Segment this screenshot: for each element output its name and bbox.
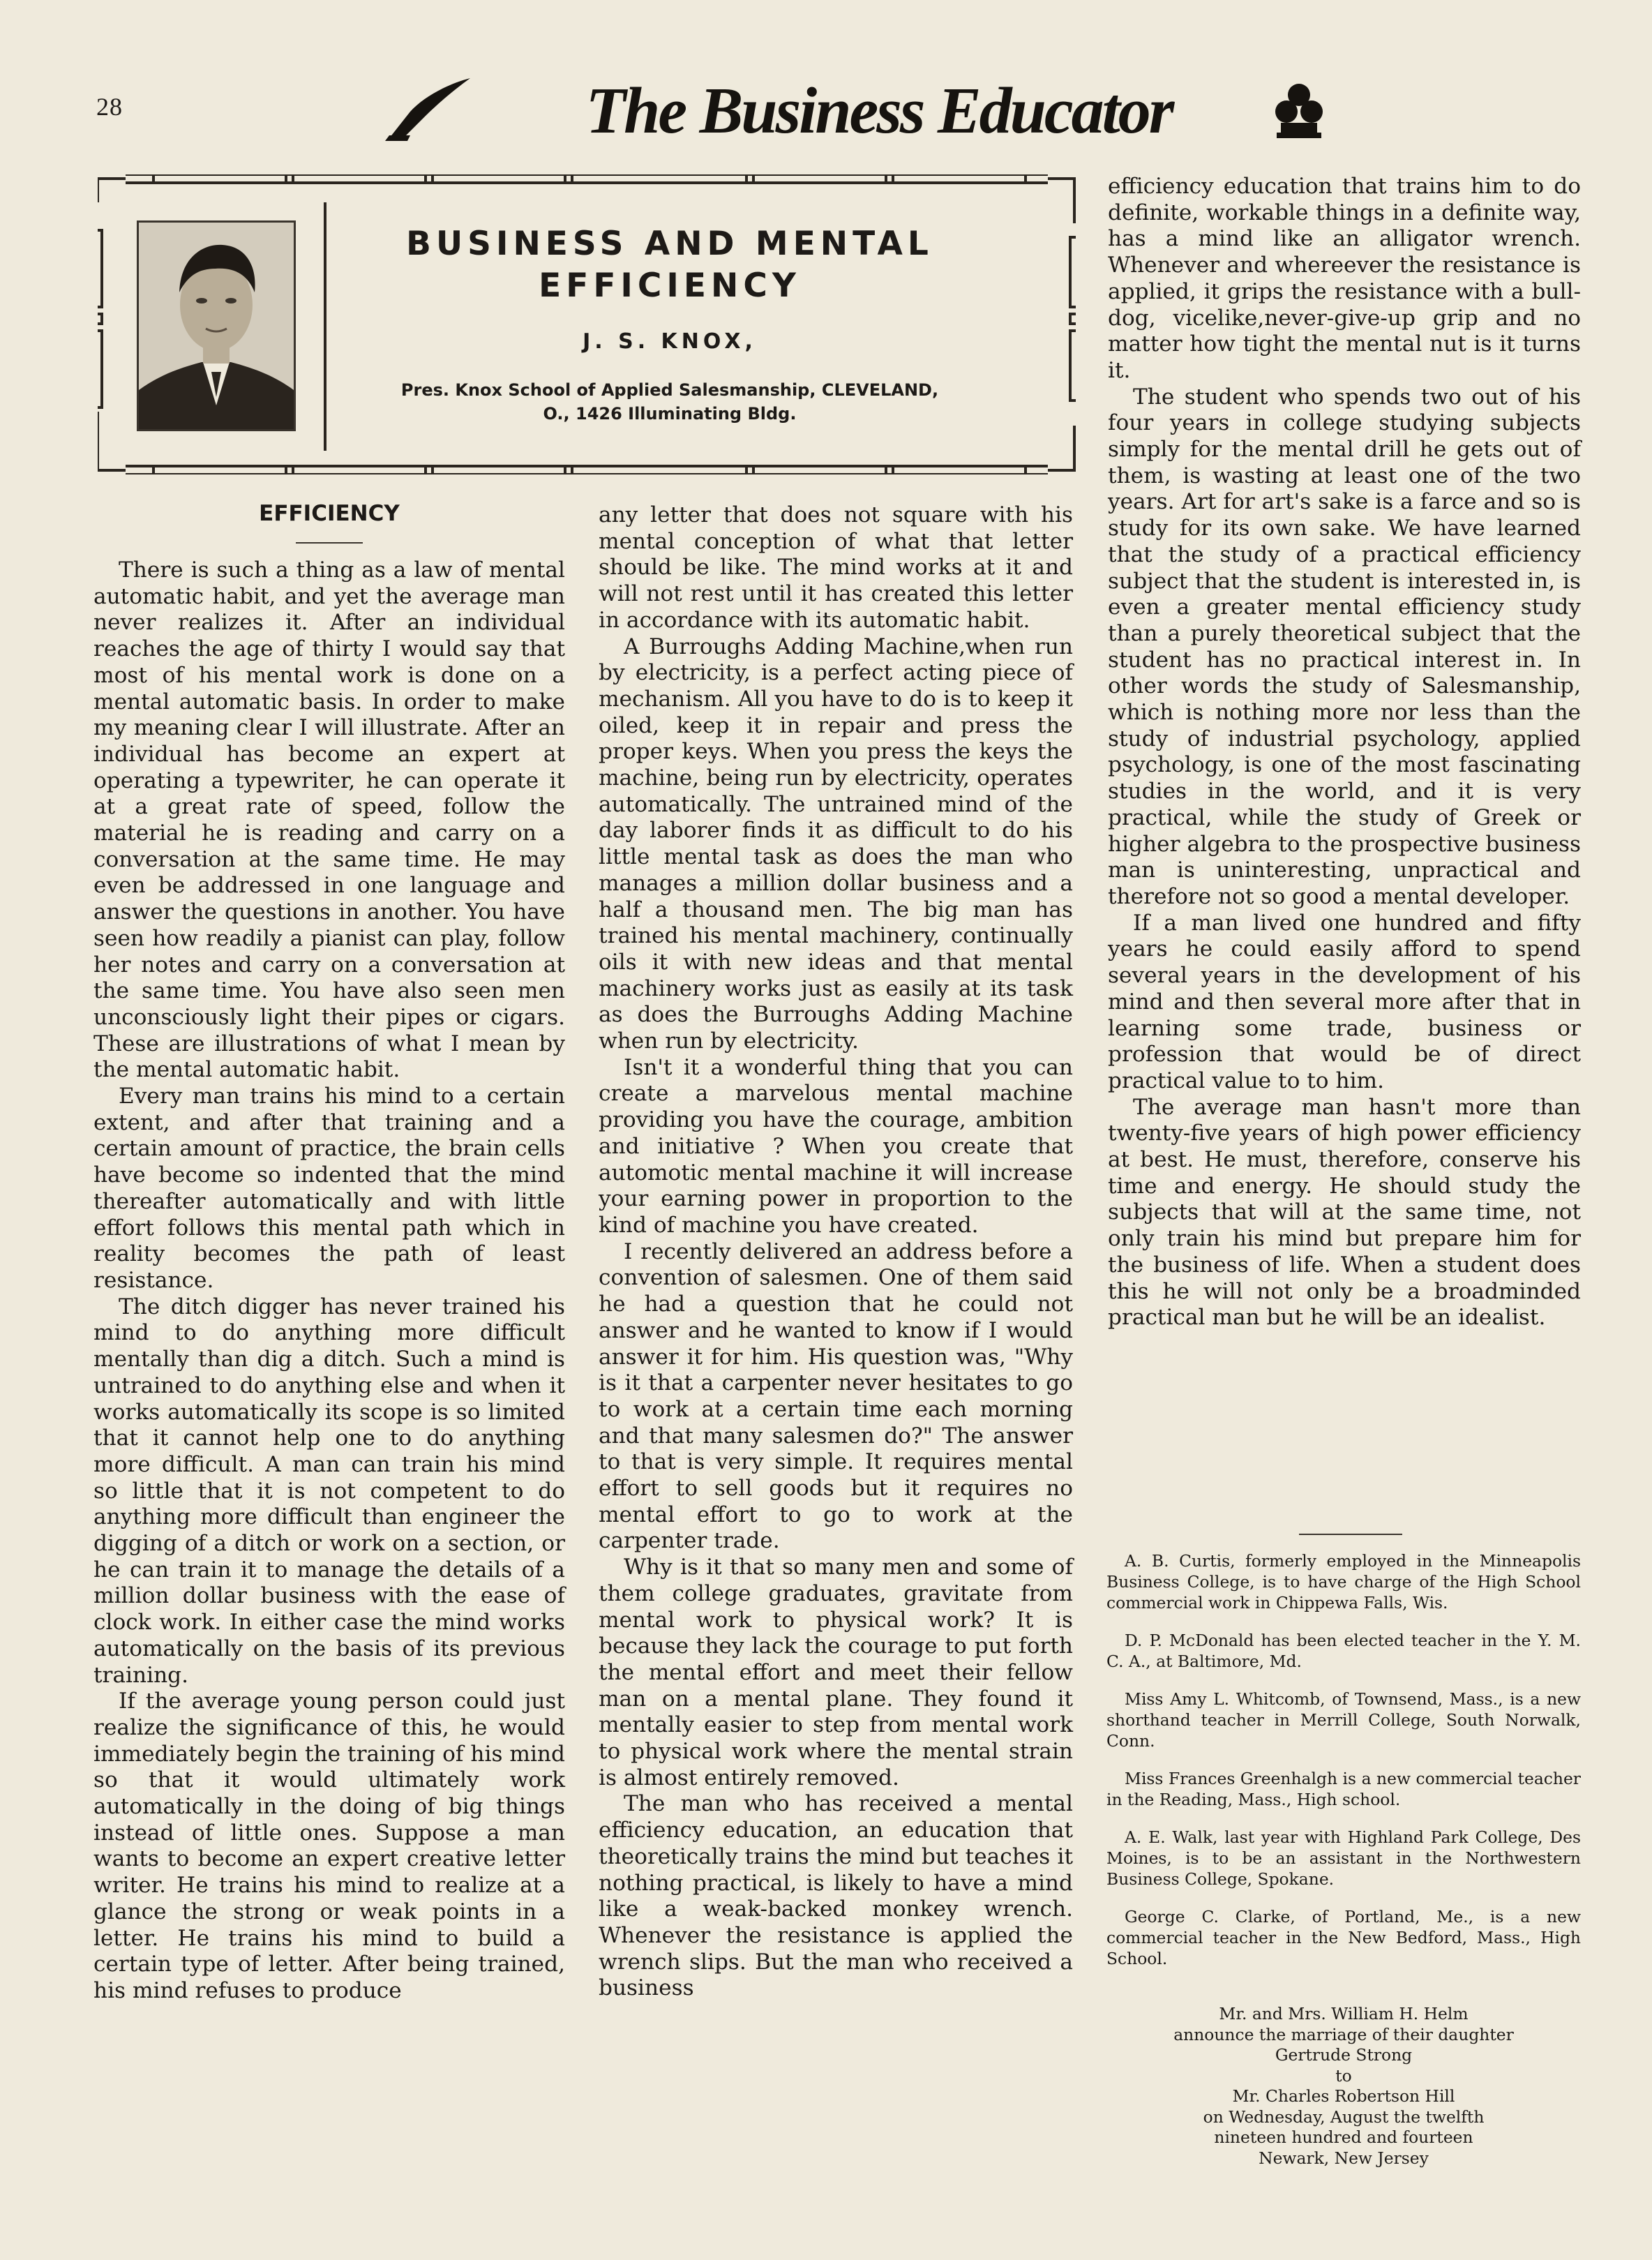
ornament-icon — [1271, 80, 1327, 140]
paragraph: I recently delivered an address before a convention of salesmen. One of them said he had a question that he could not answer and he wanted to know if I would answer it for him. His question was, "Why is it that a carpenter never hesitates to go to work at a certain time each morning and that many salesmen do?" The answer to that is very simple. It requires mental effort to sell goods but it requires no mental effort to go to work at the carpenter trade. — [599, 1238, 1073, 1554]
announcement-line: Newark, New Jersey — [1259, 2148, 1429, 2168]
affiliation-line2: O., 1426 Illuminating Bldg. — [543, 404, 797, 424]
quill-pen-icon — [382, 75, 473, 142]
news-note: A. B. Curtis, formerly employed in the Minneapolis Business College, is to have charge of the High School commercial work in Chippewa Falls, Wis. — [1106, 1551, 1581, 1612]
paragraph: If the average young person could just realize the significance of this, he would immediately begin the training of his mind so that it would ultimately work automatically in the doing of big things instead of little ones. Suppose a man wants to become an expert creative letter writer. He trains his mind to realize at a glance the strong or weak points in a letter. He trains his mind to build a certain type of letter. After being trained, his mind refuses to produce — [93, 1689, 565, 2003]
announcement-line: nineteen hundred and fourteen — [1214, 2127, 1473, 2147]
paragraph: Every man trains his mind to a certain extent, and after that training and a certain amount of practice, the brain cells have become so indented that the mind thereafter automatically and with little effort follows this mental path which in reality becomes the path of least resistance. — [93, 1084, 565, 1293]
author-portrait — [137, 220, 296, 431]
article-title-line2: EFFICIENCY — [539, 267, 801, 305]
section-heading: EFFICIENCY — [259, 501, 400, 526]
announcement-line: to — [1335, 2065, 1352, 2086]
paragraph: If a man lived one hundred and fifty years he could easily afford to spend several years in the development of his mind and then several more after that in learning some trade, business or profession that would be of direct practical value to to him. — [1108, 910, 1581, 1093]
personal-notes — [1106, 1550, 1581, 2169]
affiliation-line1: Pres. Knox School of Applied Salesmanship, CLEVELAND, — [400, 380, 939, 400]
paragraph: efficiency education that trains him to do definite, workable things in a definite way, has a mind like an alligator wrench. Whenever and whereever the resistance is applied, it grips the resistance with a bull-dog, vicelike,never-give-up grip and no matter how tight the mental nut is it turns it. — [1108, 174, 1581, 383]
notes-divider — [1299, 1534, 1402, 1535]
announcement-line: Mr. Charles Robertson Hill — [1232, 2086, 1455, 2106]
news-note: George C. Clarke, of Portland, Me., is a new commercial teacher in the New Bedford, Mass., High School. — [1106, 1907, 1581, 1968]
masthead-title: The Business Educator — [585, 75, 1173, 147]
paragraph: any letter that does not square with his mental conception of what that letter should be like. The mind works at it and will not rest until it has created this letter in accordance with its automatic habit. — [599, 502, 1073, 633]
article-title-line1: BUSINESS AND MENTAL — [406, 225, 933, 263]
article-column-1 — [93, 501, 565, 2005]
news-note: Miss Frances Greenhalgh is a new commercial teacher in the Reading, Mass., High school. — [1106, 1769, 1581, 1809]
announcement-line: on Wednesday, August the twelfth — [1203, 2106, 1485, 2127]
paragraph: A Burroughs Adding Machine,when run by electricity, is a perfect acting piece of mechanism. All you have to do is to keep it oiled, keep it in repair and press the proper keys. When you press the keys the machine, being run by electricity, operates automatically. The untrained mind of the day laborer finds it as difficult to do his little mental task as does the man who manages a million dollar business and a half a thousand men. The big man has trained his mental machinery, continually oils it with new ideas and that mental machinery works just as easily at its task as does the Burroughs Adding Machine when run by electricity. — [599, 634, 1073, 1054]
announcement-line: Mr. and Mrs. William H. Helm — [1219, 2004, 1469, 2023]
paragraph: Why is it that so many men and some of them college graduates, gravitate from mental work to physical work? It is because they lack the courage to put forth the mental effort and meet their fellow man on a mental plane. They found it mentally easier to step from mental work to physical work where the mental strain is almost entirely removed. — [599, 1555, 1073, 1790]
paragraph: The man who has received a mental efficiency education, an education that theoretically trains the mind but teaches it nothing practical, is likely to have a mind like a weak-backed monkey wrench. Whenever the resistance is applied the wrench slips. But the man who received a business — [599, 1791, 1073, 2001]
wedding-announcement — [1106, 2004, 1581, 2169]
article-column-3 — [1108, 174, 1581, 1331]
section-divider — [296, 542, 363, 544]
paragraph: The ditch digger has never trained his mind to do anything more difficult mentally than dig a ditch. Such a mind is untrained to do anything else and when it works automatically its scope is so limited that it cannot help one to do anything more difficult. A man can train his mind so little that it is not competent to do anything more difficult than engineer the digging of a ditch or work on a section, or he can train it to manage the details of a million dollar business with the ease of clock work. In either case the mind works automatically on the basis of its previous training. — [93, 1294, 565, 1688]
news-note: Miss Amy L. Whitcomb, of Townsend, Mass., is a new shorthand teacher in Merrill College, South Norwalk, Conn. — [1106, 1689, 1581, 1751]
page-number: 28 — [96, 93, 123, 121]
news-note: A. E. Walk, last year with Highland Park College, Des Moines, is to be an assistant in the Northwestern Business College, Spokane. — [1106, 1827, 1581, 1889]
news-note: D. P. McDonald has been elected teacher in the Y. M. C. A., at Baltimore, Md. — [1106, 1631, 1581, 1671]
paragraph: The average man hasn't more than twenty-five years of high power efficiency at best. He must, therefore, conserve his time and energy. He should study the subjects that will at the same time, not only train his mind but prepare him for the business of life. When a student does this he will not only be a broadminded practical man but he will be an idealist. — [1108, 1094, 1581, 1331]
paragraph: The student who spends two out of his four years in college studying subjects simply for the mental drill he gets out of them, is wasting at least one of the two years. Art for art's sake is a farce and so is study for its own sake. We have learned that the study of a practical efficiency subject that the student is interested in, is even a greater mental efficiency study than a purely theoretical subject that the student has no practical interest in. In other words the study of Salesmanship, which is nothing more nor less than the study of industrial psychology, applied psychology, is one of the most fascinating studies in the world, and it is very practical, while the study of Greek or higher algebra to the prospective business man is uninteresting, unpractical and therefore not so good a mental developer. — [1108, 384, 1581, 909]
author-affiliation — [307, 378, 1032, 426]
article-column-2 — [599, 502, 1073, 2002]
paragraph: There is such a thing as a law of mental automatic habit, and yet the average man never realizes it. After an individual reaches the age of thirty I would say that most of his mental work is done on a mental automatic basis. In order to make my meaning clear I will illustrate. After an individual has become an expert at operating a typewriter, he can operate it at a great rate of speed, follow the material he is reading and carry on a conversation at the same time. He may even be addressed in one language and answer the questions in another. You have seen how readily a pianist can play, follow her notes and carry on a conversation at the same time. You have also seen men unconsciously light their pipes or cigars. These are illustrations of what I mean by the mental automatic habit. — [93, 557, 565, 1083]
announcement-line: announce the marriage of their daughter — [1173, 2024, 1514, 2044]
article-author: J. S. KNOX, — [583, 329, 757, 354]
paragraph: Isn't it a wonderful thing that you can create a marvelous mental machine providing you have the courage, ambition and initiative ? When you create that automotic mental machine it will increase your earning power in proportion to the kind of machine you have created. — [599, 1054, 1073, 1238]
announcement-line: Gertrude Strong — [1275, 2045, 1413, 2065]
article-header-box — [98, 174, 1076, 474]
article-title — [307, 223, 1032, 307]
